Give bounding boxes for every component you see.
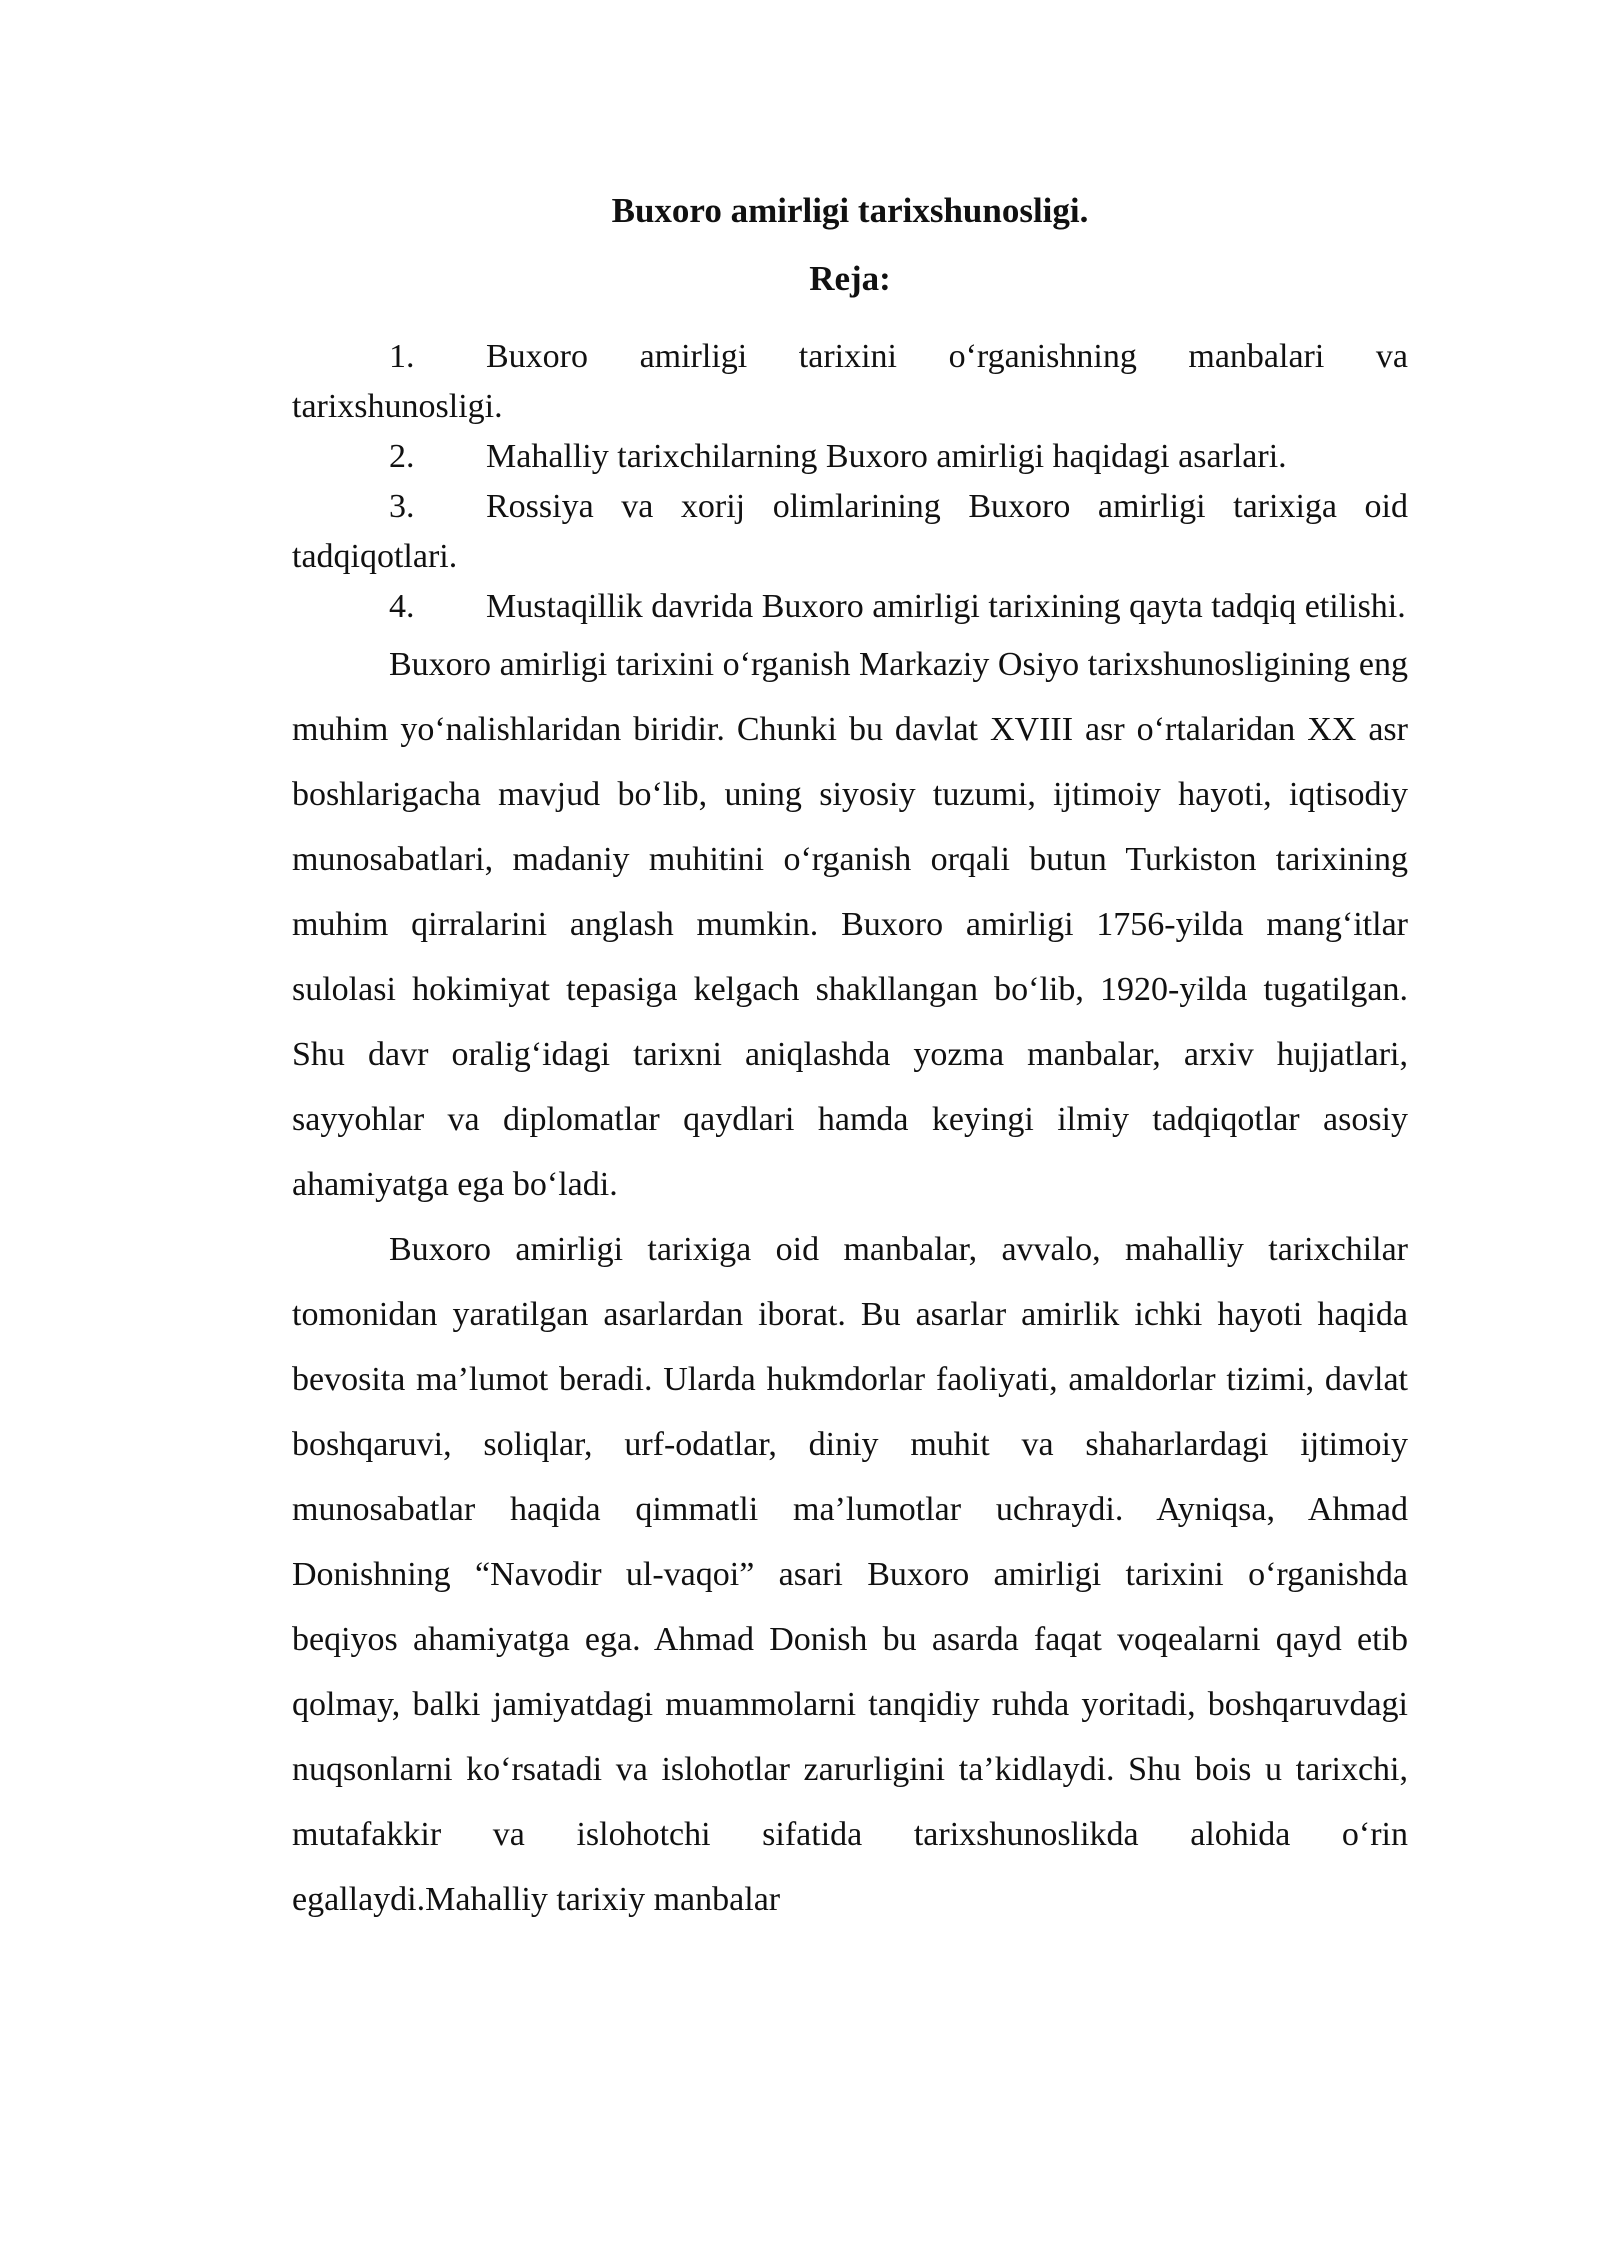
plan-item: [292, 482, 1408, 582]
plan-item-text: Mustaqillik davrida Buxoro amirligi tarixining qayta tadqiq etilishi.: [486, 588, 1406, 625]
body-paragraph: Buxoro amirligi tarixini o‘rganish Markaziy Osiyo tarixshunosligining eng muhim yo‘nalishlaridan biridir. Chunki bu davlat XVIII asr o‘rtalaridan XX asr boshlarigacha mavjud bo‘lib, uning siyosiy tuzumi, ijtimoiy hayoti, iqtisodiy munosabatlari, madaniy muhitini o‘rganish orqali butun Turkiston tarixining muhim qirralarini anglash mumkin. Buxoro amirligi 1756-yilda mang‘itlar sulolasi hokimiyat tepasiga kelgach shakllangan bo‘lib, 1920-yilda tugatilgan. Shu davr oralig‘idagi tarixni aniqlashda yozma manbalar, arxiv hujjatlari, sayyohlar va diplomatlar qaydlari hamda keyingi ilmiy tadqiqotlar asosiy ahamiyatga ega bo‘ladi.: [292, 646, 1408, 1203]
body-paragraph: Buxoro amirligi tarixiga oid manbalar, avvalo, mahalliy tarixchilar tomonidan yaratilgan asarlardan iborat. Bu asarlar amirlik ichki hayoti haqida bevosita ma’lumot beradi. Ularda hukmdorlar faoliyati, amaldorlar tizimi, davlat boshqaruvi, soliqlar, urf-odatlar, diniy muhit va shaharlardagi ijtimoiy munosabatlar haqida qimmatli ma’lumotlar uchraydi. Ayniqsa, Ahmad Donishning “Navodir ul-vaqoi” asari Buxoro amirligi tarixini o‘rganishda beqiyos ahamiyatga ega. Ahmad Donish bu asarda faqat voqealarni qayd etib qolmay, balki jamiyatdagi muammolarni tanqidiy ruhda yoritadi, boshqaruvdagi nuqsonlarni ko‘rsatadi va islohotlar zarurligini ta’kidlaydi. Shu bois u tarixchi, mutafakkir va islohotchi sifatida tarixshunoslikda alohida o‘rin egallaydi.Mahalliy tarixiy manbalar: [292, 1231, 1408, 1918]
document-title: Buxoro amirligi tarixshunosligi.: [611, 191, 1089, 230]
plan-item-text: Buxoro amirligi tarixini o‘rganishning manbalari va tarixshunosligi.: [292, 338, 1408, 425]
plan-item: [292, 432, 1408, 482]
document-page: [292, 188, 1408, 1932]
plan-heading: Reja:: [809, 259, 891, 298]
plan-item-text: Mahalliy tarixchilarning Buxoro amirligi haqidagi asarlari.: [486, 438, 1287, 475]
plan-item-number: 1.: [389, 338, 415, 375]
plan-item-text: Rossiya va xorij olimlarining Buxoro amirligi tarixiga oid tadqiqotlari.: [292, 488, 1408, 575]
plan-item-number: 4.: [389, 588, 415, 625]
plan-list: [292, 332, 1408, 632]
plan-item: [292, 332, 1408, 432]
plan-item: [292, 582, 1408, 632]
plan-item-number: 2.: [389, 438, 415, 475]
plan-item-number: 3.: [389, 488, 415, 525]
